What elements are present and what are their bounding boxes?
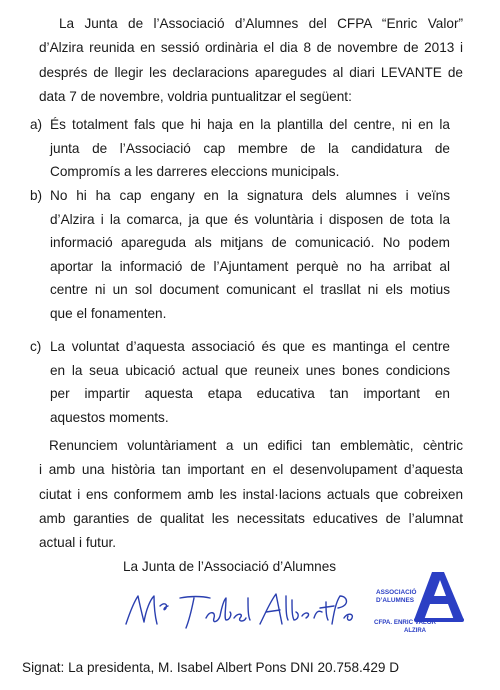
point-line: La voluntat d’aquesta associació és que es mantinga el centre (50, 339, 450, 354)
point-line: centre ni un sol document comunicant el trasllat ni els motius (50, 282, 450, 297)
point-b (30, 184, 450, 325)
point-line: en la seua ubicació actual que reuneix unes bones condicions (50, 362, 450, 378)
stamp-line-4: ALZIRA (404, 628, 426, 634)
point-line: No hi ha cap engany en la signatura dels alumnes i veïns (50, 188, 450, 203)
intro-line: després de llegir les declaracions aparegudes al diari LEVANTE de (39, 64, 463, 80)
intro-paragraph (39, 12, 463, 109)
renunciation-line: amb garanties de qualitat les necessitats educatives de l’alumnat (39, 510, 463, 526)
stamp-line-2: D’ALUMNES (376, 597, 414, 604)
point-a (30, 113, 450, 184)
point-line: Compromís a les darreres eleccions municipals. (50, 164, 340, 179)
renunciation-paragraph (39, 434, 463, 555)
point-marker: a) (30, 117, 43, 132)
point-line: junta de l’Associació cap membre de la candidatura de (50, 140, 450, 156)
point-line: És totalment fals que hi haja en la plantilla del centre, ni en la (50, 117, 450, 132)
point-line: aquestos moments. (50, 409, 169, 425)
renunciation-line: actual i futur. (39, 535, 117, 551)
handwritten-signature (120, 584, 360, 634)
stamp-line-1: ASSOCIACIÓ (376, 589, 417, 596)
intro-line: data 7 de novembre, voldria puntualitzar el següent: (39, 88, 352, 104)
signed-line: Signat: La presidenta, M. Isabel Albert Pons DNI 20.758.429 D (22, 660, 400, 675)
renunciation-line: Renunciem voluntàriament a un edifici tan emblemàtic, cèntric (49, 438, 463, 453)
renunciation-line: i amb una història tan important en el desenvolupament d’aquesta (39, 462, 463, 478)
closing-line: La Junta de l’Associació d’Alumnes (123, 559, 337, 574)
signature-text: Mª Isabel Albert Pons (120, 584, 130, 585)
point-marker: c) (30, 339, 42, 354)
intro-line: d’Alzira reunida en sessió ordinària el dia 8 de novembre de 2013 i (39, 40, 463, 56)
point-line: d’Alzira i la comarca, ja que és voluntària i disposen de tota la (50, 211, 450, 227)
point-line: informació apareguda als mitjans de comunicació. No podem (50, 235, 450, 250)
point-line: per impartir aquesta etapa educativa tan important en (50, 386, 450, 401)
renunciation-line: ciutat i ens conformem amb les instal·lacions actuals que cobreixen (39, 486, 463, 502)
intro-line: La Junta de l’Associació d’Alumnes del CFPA “Enric Valor” (59, 16, 463, 31)
stamp-line-3: CFPA. ENRIC VALOR (374, 619, 436, 626)
point-line: aportar la informació de l’Ajuntament perquè no ha arribat al (50, 258, 450, 274)
point-line: que el fonamenten. (50, 305, 167, 321)
point-c (30, 335, 450, 429)
point-marker: b) (30, 188, 43, 203)
association-stamp (374, 572, 464, 634)
